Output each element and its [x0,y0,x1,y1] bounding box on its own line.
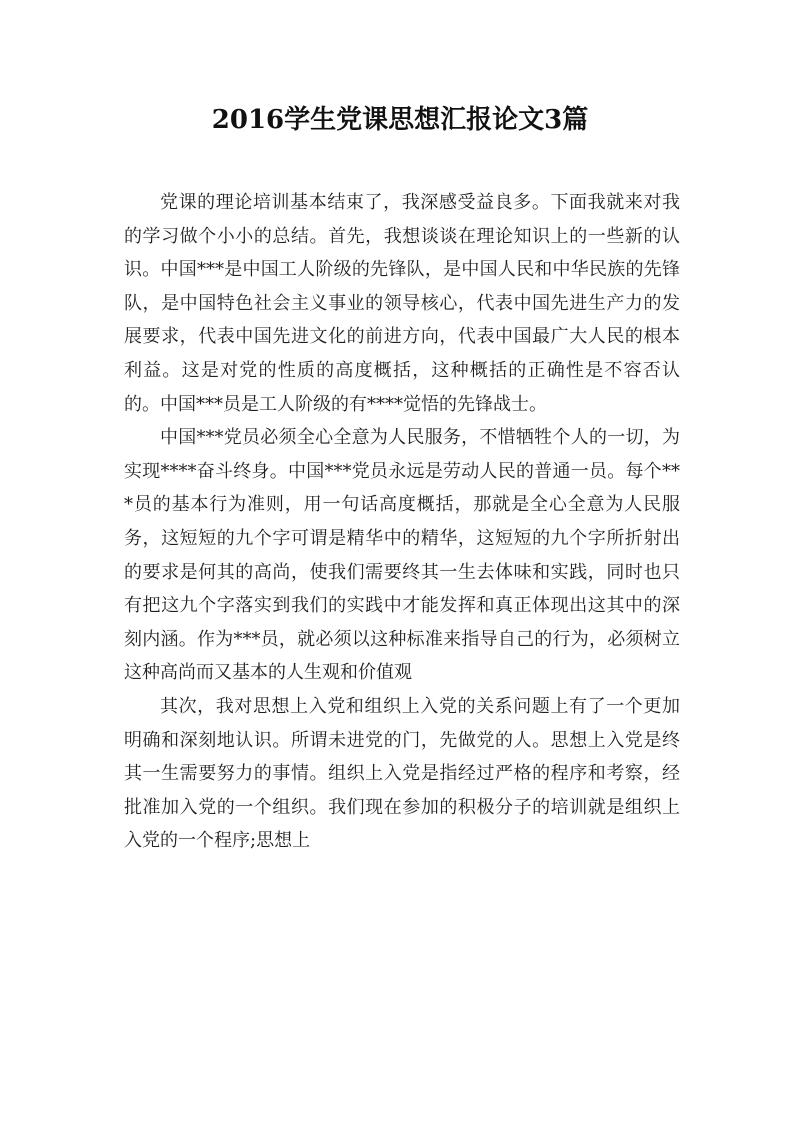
document-body [124,186,680,858]
paragraph-1: 党课的理论培训基本结束了，我深感受益良多。下面我就来对我的学习做个小小的总结。首先，我想谈谈在理论知识上的一些新的认识。中国***是中国工人阶级的先锋队，是中国人民和中华民族的先锋队，是中国特色社会主义事业的领导核心，代表中国先进生产力的发展要求，代表中国先进文化的前进方向，代表中国最广大人民的根本利益。这是对党的性质的高度概括，这种概括的正确性是不容否认的。中国***员是工人阶级的有****觉悟的先锋战士。 [124,192,680,415]
paragraph-2: 中国***党员必须全心全意为人民服务，不惜牺牲个人的一切，为实现****奋斗终身。中国***党员永远是劳动人民的普通一员。每个***员的基本行为准则，用一句话高度概括，那就是全心全意为人民服务，这短短的九个字可谓是精华中的精华，这短短的九个字所折射出的要求是何其的高尚，使我们需要终其一生去体味和实践，同时也只有把这九个字落实到我们的实践中才能发挥和真正体现出这其中的深刻内涵。作为***员，就必须以这种标准来指导自己的行为，必须树立这种高尚而又基本的人生观和价值观 [124,427,680,684]
document-title: 2016学生党课思想汇报论文3篇 [211,105,589,135]
paragraph-3: 其次，我对思想上入党和组织上入党的关系问题上有了一个更加明确和深刻地认识。所谓未进党的门，先做党的人。思想上入党是终其一生需要努力的事情。组织上入党是指经过严格的程序和考察，经批准加入党的一个组织。我们现在参加的积极分子的培训就是组织上入党的一个程序;思想上 [124,695,680,852]
